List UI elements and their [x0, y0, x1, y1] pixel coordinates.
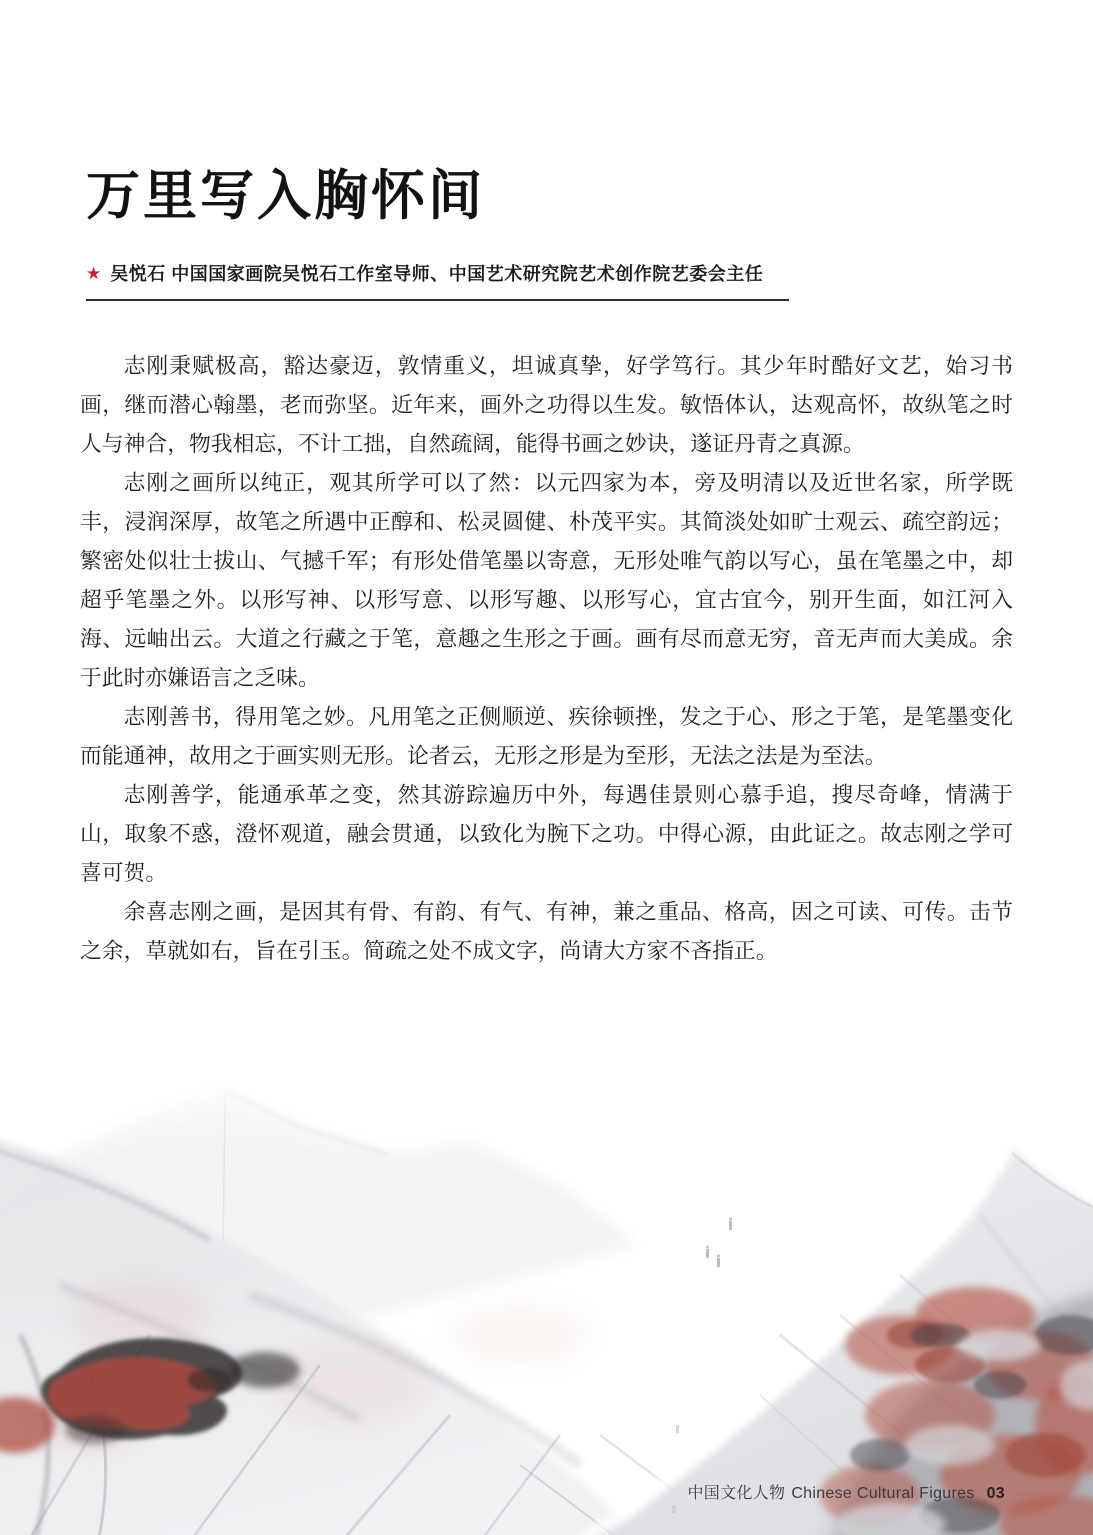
- footer-journal-en: Chinese Cultural Figures: [791, 1485, 975, 1502]
- paragraph-1: 志刚秉赋极高，豁达豪迈，敦情重义，坦诚真挚，好学笃行。其少年时酷好文艺，始习书画，继而潜心翰墨，老而弥坚。近年来，画外之功得以生发。敏悟体认，达观高怀，故纵笔之时人与神合，物我相忘，不计工拙，自然疏阔，能得书画之妙诀，遂证丹青之真源。: [80, 354, 1013, 457]
- star-icon: ★: [86, 264, 102, 284]
- paragraph-3: 志刚善书，得用笔之妙。凡用笔之正侧顺逆、疾徐顿挫，发之于心、形之于笔，是笔墨变化而能通神，故用之于画实则无形。论者云，无形之形是为至形，无法之法是为至法。: [80, 705, 1013, 769]
- footer-journal-cn: 中国文化人物: [687, 1485, 786, 1502]
- page-footer: [688, 1480, 1006, 1503]
- ink-wash-mountain-painting: [0, 1035, 1093, 1535]
- page-number: 03: [986, 1485, 1005, 1502]
- paragraph-2: 志刚之画所以纯正，观其所学可以了然：以元四家为本，旁及明清以及近世名家，所学既丰，浸润深厚，故笔之所遇中正醇和、松灵圆健、朴茂平实。其简淡处如旷士观云、疏空韵远；繁密处似壮士拔山、气撼千军；有形处借笔墨以寄意，无形处唯气韵以写心，虽在笔墨之中，却超乎笔墨之外。以形写神、以形写意、以形写趣、以形写心，宜古宜今，别开生面，如江河入海、远岫出云。大道之行藏之于笔，意趣之生形之于画。画有尽而意无穷，音无声而大美成。余于此时亦嫌语言之乏味。: [80, 471, 1013, 691]
- paragraph-5: 余喜志刚之画，是因其有骨、有韵、有气、有神，兼之重品、格高，因之可读、可传。击节之余，草就如右，旨在引玉。简疏之处不成文字，尚请大方家不吝指正。: [80, 900, 1013, 964]
- paragraph-4: 志刚善学，能通承革之变，然其游踪遍历中外，每遇佳景则心慕手追，搜尽奇峰，情满于山，取象不惑，澄怀观道，融会贯通，以致化为腕下之功。中得心源，由此证之。故志刚之学可喜可贺。: [80, 783, 1013, 886]
- byline-text: 吴悦石 中国国家画院吴悦石工作室导师、中国艺术研究院艺术创作院艺委会主任: [110, 264, 764, 285]
- byline: [86, 261, 789, 301]
- page-title: 万里写入胸怀间: [86, 166, 485, 226]
- article-body: [80, 347, 1013, 971]
